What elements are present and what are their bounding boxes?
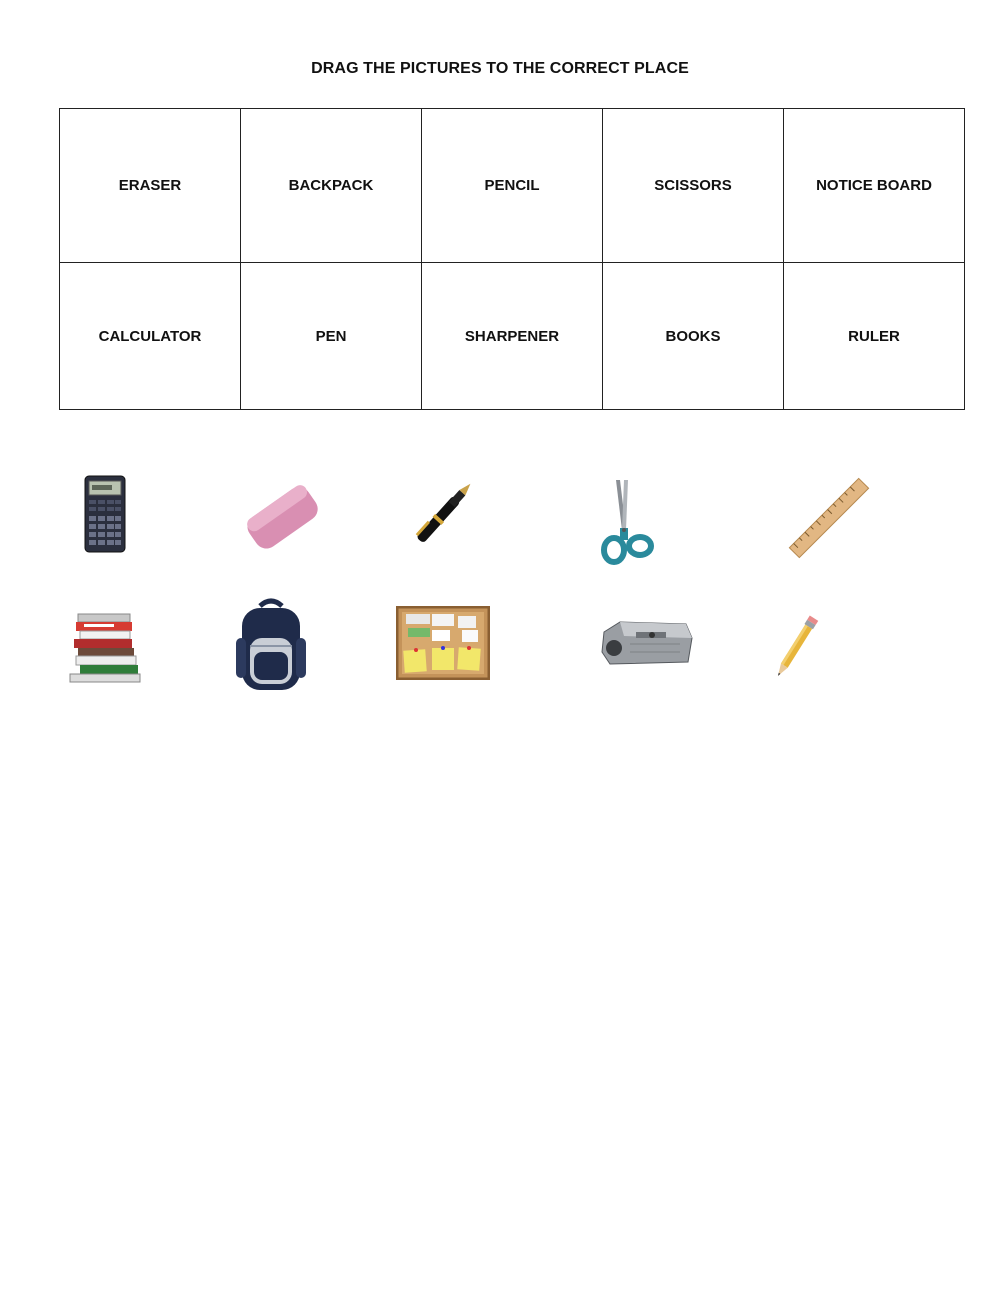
drop-cell-calculator[interactable]: CALCULATOR — [60, 263, 241, 410]
sharpener-icon[interactable] — [600, 618, 694, 668]
page-title: DRAG THE PICTURES TO THE CORRECT PLACE — [311, 60, 689, 77]
drop-cell-backpack[interactable]: BACKPACK — [241, 109, 422, 263]
table-row — [60, 263, 965, 410]
backpack-icon[interactable] — [234, 598, 308, 696]
drop-cell-eraser[interactable]: ERASER — [60, 109, 241, 263]
drop-cell-notice-board[interactable]: NOTICE BOARD — [784, 109, 965, 263]
drop-cell-books[interactable]: BOOKS — [603, 263, 784, 410]
drop-cell-pencil[interactable]: PENCIL — [422, 109, 603, 263]
drop-cell-scissors[interactable]: SCISSORS — [603, 109, 784, 263]
drop-cell-ruler[interactable]: RULER — [784, 263, 965, 410]
books-icon[interactable] — [66, 612, 144, 684]
ruler-icon[interactable] — [786, 475, 872, 561]
drop-cell-sharpener[interactable]: SHARPENER — [422, 263, 603, 410]
eraser-icon[interactable] — [240, 478, 324, 556]
drop-target-table — [59, 108, 965, 410]
table-row — [60, 109, 965, 263]
notice-board-icon[interactable] — [396, 606, 490, 680]
pencil-icon[interactable] — [766, 604, 826, 690]
calculator-icon[interactable] — [84, 475, 126, 553]
scissors-icon[interactable] — [600, 478, 654, 568]
drop-cell-pen[interactable]: PEN — [241, 263, 422, 410]
pen-icon[interactable] — [405, 470, 485, 554]
